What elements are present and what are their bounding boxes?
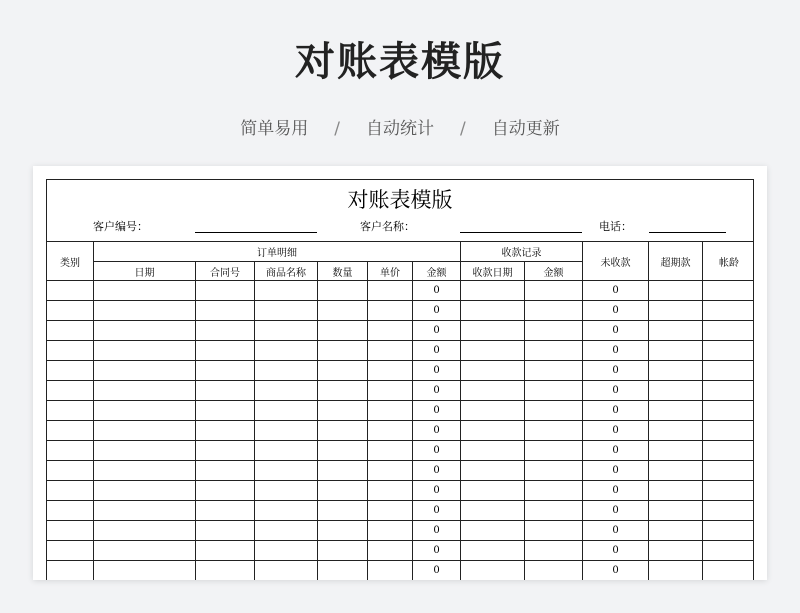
cell-receipt-amount[interactable] (525, 321, 583, 341)
cell-receipt-date[interactable] (461, 401, 525, 421)
cell-product-name[interactable] (255, 341, 318, 361)
cell-category[interactable] (47, 301, 94, 321)
cell-quantity[interactable] (318, 281, 368, 301)
cell-account-age[interactable] (703, 521, 754, 541)
cell-receipt-date[interactable] (461, 321, 525, 341)
table-row (47, 301, 755, 321)
cell-unit-price[interactable] (368, 441, 413, 461)
cell-category[interactable] (47, 341, 94, 361)
table-row (47, 461, 755, 481)
cell-unit-price[interactable] (368, 401, 413, 421)
cell-contract-no[interactable] (196, 441, 255, 461)
header-account-age: 帐龄 (703, 242, 754, 281)
cell-receipt-amount[interactable] (525, 301, 583, 321)
cell-quantity[interactable] (318, 321, 368, 341)
cell-date[interactable] (94, 561, 196, 581)
cell-receipt-amount[interactable] (525, 541, 583, 561)
cell-date[interactable] (94, 461, 196, 481)
cell-category[interactable] (47, 401, 94, 421)
cell-category[interactable] (47, 281, 94, 301)
cell-overdue[interactable] (649, 561, 703, 581)
feature-separator: / (460, 119, 466, 139)
cell-date[interactable] (94, 481, 196, 501)
cell-unit-price[interactable] (368, 541, 413, 561)
table-row (47, 521, 755, 541)
cell-amount[interactable]: 0 (413, 501, 461, 521)
cell-product-name[interactable] (255, 361, 318, 381)
spreadsheet-preview (33, 166, 767, 580)
cell-unpaid[interactable]: 0 (583, 341, 649, 361)
cell-product-name[interactable] (255, 441, 318, 461)
cell-contract-no[interactable] (196, 281, 255, 301)
cell-overdue[interactable] (649, 421, 703, 441)
cell-receipt-amount[interactable] (525, 561, 583, 581)
cell-contract-no[interactable] (196, 541, 255, 561)
cell-product-name[interactable] (255, 501, 318, 521)
cell-unpaid[interactable]: 0 (583, 301, 649, 321)
cell-product-name[interactable] (255, 321, 318, 341)
header-unit-price: 单价 (368, 262, 413, 281)
customer-name-field[interactable] (460, 232, 582, 233)
cell-amount[interactable]: 0 (413, 361, 461, 381)
cell-overdue[interactable] (649, 281, 703, 301)
cell-amount[interactable]: 0 (413, 561, 461, 581)
cell-category[interactable] (47, 461, 94, 481)
cell-date[interactable] (94, 521, 196, 541)
header-receipt-record: 收款记录 (461, 242, 583, 262)
cell-receipt-date[interactable] (461, 561, 525, 581)
feature-item: 简单易用 (240, 119, 309, 139)
cell-account-age[interactable] (703, 441, 754, 461)
cell-product-name[interactable] (255, 381, 318, 401)
cell-quantity[interactable] (318, 501, 368, 521)
customer-id-field[interactable] (195, 232, 317, 233)
cell-account-age[interactable] (703, 501, 754, 521)
customer-id-label: 客户编号： (93, 220, 148, 233)
cell-quantity[interactable] (318, 521, 368, 541)
cell-account-age[interactable] (703, 301, 754, 321)
cell-category[interactable] (47, 501, 94, 521)
cell-date[interactable] (94, 301, 196, 321)
cell-receipt-date[interactable] (461, 441, 525, 461)
cell-account-age[interactable] (703, 361, 754, 381)
cell-quantity[interactable] (318, 481, 368, 501)
cell-amount[interactable]: 0 (413, 381, 461, 401)
cell-quantity[interactable] (318, 461, 368, 481)
cell-unpaid[interactable]: 0 (583, 361, 649, 381)
statement-sheet (46, 179, 754, 580)
cell-quantity[interactable] (318, 301, 368, 321)
cell-date[interactable] (94, 421, 196, 441)
sheet-title: 对账表模版 (347, 188, 453, 212)
cell-receipt-date[interactable] (461, 301, 525, 321)
header-contract-no: 合同号 (196, 262, 255, 281)
cell-unpaid[interactable]: 0 (583, 481, 649, 501)
cell-product-name[interactable] (255, 521, 318, 541)
cell-overdue[interactable] (649, 381, 703, 401)
cell-date[interactable] (94, 401, 196, 421)
cell-amount[interactable]: 0 (413, 481, 461, 501)
cell-date[interactable] (94, 501, 196, 521)
cell-receipt-date[interactable] (461, 281, 525, 301)
cell-unpaid[interactable]: 0 (583, 561, 649, 581)
cell-overdue[interactable] (649, 521, 703, 541)
cell-unpaid[interactable]: 0 (583, 281, 649, 301)
cell-unpaid[interactable]: 0 (583, 421, 649, 441)
cell-unpaid[interactable]: 0 (583, 521, 649, 541)
cell-amount[interactable]: 0 (413, 321, 461, 341)
cell-receipt-date[interactable] (461, 481, 525, 501)
cell-account-age[interactable] (703, 401, 754, 421)
cell-category[interactable] (47, 441, 94, 461)
cell-unit-price[interactable] (368, 341, 413, 361)
cell-receipt-amount[interactable] (525, 361, 583, 381)
cell-amount[interactable]: 0 (413, 521, 461, 541)
cell-receipt-date[interactable] (461, 501, 525, 521)
cell-unit-price[interactable] (368, 501, 413, 521)
statement-table (46, 241, 754, 580)
table-row (47, 401, 755, 421)
cell-date[interactable] (94, 321, 196, 341)
cell-category[interactable] (47, 541, 94, 561)
header-product-name: 商品名称 (255, 262, 318, 281)
cell-contract-no[interactable] (196, 301, 255, 321)
cell-quantity[interactable] (318, 381, 368, 401)
cell-overdue[interactable] (649, 441, 703, 461)
cell-category[interactable] (47, 381, 94, 401)
header-order-detail: 订单明细 (94, 242, 461, 262)
cell-overdue[interactable] (649, 401, 703, 421)
table-row (47, 281, 755, 301)
cell-receipt-amount[interactable] (525, 481, 583, 501)
cell-account-age[interactable] (703, 341, 754, 361)
cell-quantity[interactable] (318, 361, 368, 381)
cell-amount[interactable]: 0 (413, 461, 461, 481)
cell-amount[interactable]: 0 (413, 281, 461, 301)
cell-unit-price[interactable] (368, 381, 413, 401)
cell-receipt-date[interactable] (461, 421, 525, 441)
cell-amount[interactable]: 0 (413, 421, 461, 441)
cell-receipt-date[interactable] (461, 381, 525, 401)
cell-quantity[interactable] (318, 541, 368, 561)
cell-product-name[interactable] (255, 541, 318, 561)
cell-receipt-date[interactable] (461, 361, 525, 381)
cell-unit-price[interactable] (368, 481, 413, 501)
cell-date[interactable] (94, 361, 196, 381)
cell-account-age[interactable] (703, 321, 754, 341)
table-row (47, 481, 755, 501)
cell-unit-price[interactable] (368, 321, 413, 341)
cell-product-name[interactable] (255, 301, 318, 321)
cell-unpaid[interactable]: 0 (583, 401, 649, 421)
cell-amount[interactable]: 0 (413, 441, 461, 461)
cell-quantity[interactable] (318, 441, 368, 461)
table-row (47, 541, 755, 561)
cell-account-age[interactable] (703, 481, 754, 501)
cell-unit-price[interactable] (368, 281, 413, 301)
cell-account-age[interactable] (703, 381, 754, 401)
cell-unit-price[interactable] (368, 301, 413, 321)
header-quantity: 数量 (318, 262, 368, 281)
cell-contract-no[interactable] (196, 401, 255, 421)
cell-category[interactable] (47, 481, 94, 501)
cell-unit-price[interactable] (368, 521, 413, 541)
header-category: 类别 (47, 242, 94, 281)
cell-receipt-amount[interactable] (525, 441, 583, 461)
cell-account-age[interactable] (703, 561, 754, 581)
cell-contract-no[interactable] (196, 341, 255, 361)
cell-unit-price[interactable] (368, 461, 413, 481)
cell-category[interactable] (47, 321, 94, 341)
cell-contract-no[interactable] (196, 521, 255, 541)
table-row (47, 361, 755, 381)
cell-overdue[interactable] (649, 461, 703, 481)
cell-unpaid[interactable]: 0 (583, 541, 649, 561)
customer-name-label: 客户名称： (360, 220, 415, 233)
cell-receipt-amount[interactable] (525, 401, 583, 421)
cell-unit-price[interactable] (368, 361, 413, 381)
cell-receipt-amount[interactable] (525, 281, 583, 301)
cell-category[interactable] (47, 521, 94, 541)
cell-overdue[interactable] (649, 361, 703, 381)
cell-overdue[interactable] (649, 481, 703, 501)
cell-date[interactable] (94, 541, 196, 561)
cell-overdue[interactable] (649, 341, 703, 361)
table-row (47, 321, 755, 341)
cell-unpaid[interactable]: 0 (583, 441, 649, 461)
cell-amount[interactable]: 0 (413, 541, 461, 561)
cell-overdue[interactable] (649, 321, 703, 341)
cell-contract-no[interactable] (196, 461, 255, 481)
cell-receipt-date[interactable] (461, 521, 525, 541)
cell-date[interactable] (94, 441, 196, 461)
header-overdue: 超期款 (649, 242, 703, 281)
cell-contract-no[interactable] (196, 321, 255, 341)
header-amount: 金额 (413, 262, 461, 281)
cell-overdue[interactable] (649, 501, 703, 521)
cell-product-name[interactable] (255, 281, 318, 301)
cell-account-age[interactable] (703, 461, 754, 481)
cell-amount[interactable]: 0 (413, 401, 461, 421)
cell-contract-no[interactable] (196, 481, 255, 501)
page-title: 对账表模版 (295, 39, 505, 85)
cell-category[interactable] (47, 421, 94, 441)
cell-overdue[interactable] (649, 301, 703, 321)
header-unpaid: 未收款 (583, 242, 649, 281)
table-row (47, 341, 755, 361)
cell-contract-no[interactable] (196, 381, 255, 401)
cell-product-name[interactable] (255, 481, 318, 501)
cell-account-age[interactable] (703, 541, 754, 561)
cell-date[interactable] (94, 281, 196, 301)
cell-unpaid[interactable]: 0 (583, 501, 649, 521)
feature-separator: / (334, 119, 340, 139)
cell-date[interactable] (94, 381, 196, 401)
cell-contract-no[interactable] (196, 361, 255, 381)
cell-product-name[interactable] (255, 401, 318, 421)
cell-unpaid[interactable]: 0 (583, 381, 649, 401)
table-row (47, 381, 755, 401)
cell-quantity[interactable] (318, 421, 368, 441)
cell-quantity[interactable] (318, 561, 368, 581)
cell-receipt-amount[interactable] (525, 521, 583, 541)
feature-item: 自动统计 (366, 119, 434, 139)
cell-receipt-amount[interactable] (525, 501, 583, 521)
cell-quantity[interactable] (318, 401, 368, 421)
cell-unit-price[interactable] (368, 561, 413, 581)
cell-amount[interactable]: 0 (413, 301, 461, 321)
cell-category[interactable] (47, 361, 94, 381)
cell-receipt-amount[interactable] (525, 421, 583, 441)
cell-contract-no[interactable] (196, 561, 255, 581)
cell-receipt-date[interactable] (461, 341, 525, 361)
cell-date[interactable] (94, 341, 196, 361)
phone-field[interactable] (649, 232, 726, 233)
cell-receipt-amount[interactable] (525, 381, 583, 401)
feature-list (0, 114, 800, 139)
table-row (47, 501, 755, 521)
cell-contract-no[interactable] (196, 501, 255, 521)
table-row (47, 421, 755, 441)
header-receipt-date: 收款日期 (461, 262, 525, 281)
cell-unpaid[interactable]: 0 (583, 461, 649, 481)
header-receipt-amount: 金额 (525, 262, 583, 281)
cell-product-name[interactable] (255, 561, 318, 581)
cell-account-age[interactable] (703, 421, 754, 441)
cell-category[interactable] (47, 561, 94, 581)
table-row (47, 561, 755, 581)
cell-receipt-date[interactable] (461, 461, 525, 481)
phone-label: 电话： (599, 220, 632, 233)
cell-receipt-amount[interactable] (525, 461, 583, 481)
cell-overdue[interactable] (649, 541, 703, 561)
cell-account-age[interactable] (703, 281, 754, 301)
cell-receipt-amount[interactable] (525, 341, 583, 361)
cell-amount[interactable]: 0 (413, 341, 461, 361)
cell-receipt-date[interactable] (461, 541, 525, 561)
table-row (47, 441, 755, 461)
cell-product-name[interactable] (255, 461, 318, 481)
cell-product-name[interactable] (255, 421, 318, 441)
header-date: 日期 (94, 262, 196, 281)
feature-item: 自动更新 (491, 119, 560, 139)
cell-contract-no[interactable] (196, 421, 255, 441)
cell-unit-price[interactable] (368, 421, 413, 441)
cell-unpaid[interactable]: 0 (583, 321, 649, 341)
cell-quantity[interactable] (318, 341, 368, 361)
